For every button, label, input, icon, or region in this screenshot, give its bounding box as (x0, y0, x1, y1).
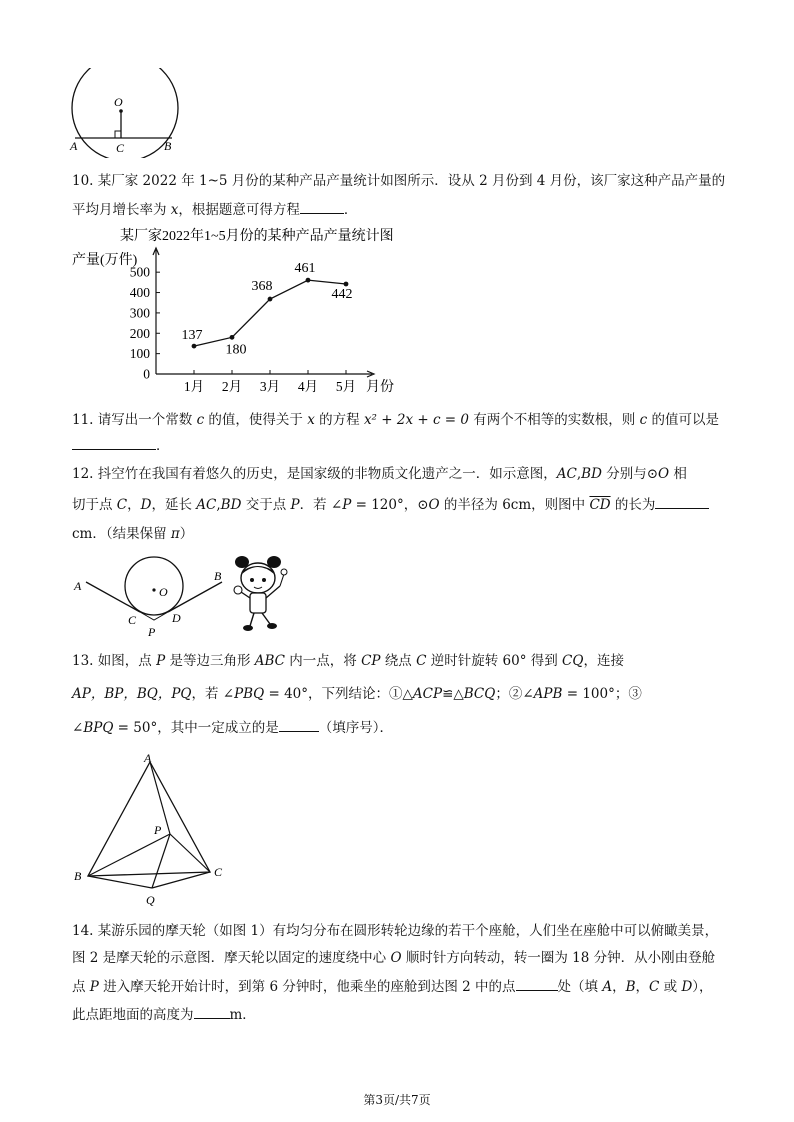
q13-point-c: C (416, 653, 427, 669)
q12-unit: cm (72, 526, 93, 542)
q11-text-end: ． (156, 438, 170, 454)
diabolo-label-b: B (214, 569, 222, 583)
q14-line-1: 14. 某游乐园的摩天轮（如图 1）有均匀分布在圆形转轮边缘的若干个座舱，人们坐在座舱中可以俯瞰美景， (72, 923, 719, 939)
label-b: B (164, 139, 172, 153)
q13-text-h: = 40°，下列结论：①△ (264, 686, 413, 702)
diabolo-label-p: P (148, 625, 156, 639)
q12-line-2 (72, 494, 709, 515)
chart-x-tick-label: 2月 (221, 379, 243, 394)
q11-line-2 (72, 435, 170, 456)
q13-cq: CQ (562, 653, 584, 669)
chart-data-label: 368 (251, 279, 273, 295)
q14-line-4 (72, 1004, 256, 1025)
q13-bpq: BPQ (83, 720, 114, 736)
chart-y-tick-label: 400 (129, 285, 150, 301)
diabolo-label-d: D (172, 611, 181, 625)
circle-o (72, 68, 178, 158)
label-c: C (116, 141, 125, 155)
chart-x-tick-label: 1月 (183, 379, 205, 394)
segment-cp (170, 834, 210, 872)
diabolo-figure (70, 556, 310, 642)
line-ac (86, 582, 140, 612)
q12-sep-2: , (216, 497, 221, 513)
chart-data-point (230, 335, 235, 340)
q12-text-b: 分别与⊙ (601, 466, 659, 482)
q14-opt-b: B (625, 979, 636, 995)
q10-var-x: x (170, 202, 179, 218)
q13-text-l: ∠ (72, 720, 84, 736)
q11-var-x: x (307, 412, 315, 428)
chart-data-point (306, 278, 311, 283)
tri-label-a: A (144, 751, 152, 765)
q12-point-d: D (140, 497, 152, 513)
chart-data-point (344, 282, 349, 287)
q14-text-f: ）， (692, 979, 713, 995)
q12-angle-p: P (342, 497, 352, 513)
chart-y-tick-label: 300 (129, 305, 150, 321)
q12-o: O (658, 466, 670, 482)
cartoon-girl-illustration (234, 556, 287, 631)
q14-answer-blank-2[interactable] (194, 1004, 230, 1019)
right-angle-mark (115, 131, 121, 138)
q12-answer-blank[interactable] (655, 494, 709, 509)
q10-text-a: 平均月增长率为 (72, 202, 171, 218)
circle-figure-top (66, 68, 186, 158)
q13-line-3 (72, 717, 393, 738)
q13-line-2 (72, 684, 642, 704)
q12-text-d: 切于点 (72, 497, 117, 513)
q13-text-c: 内一点，将 (285, 653, 362, 669)
chart-y-tick-label: 200 (129, 325, 150, 341)
q14-text-b: 顺时针方向转动，转一圈为 18 分钟．从小刚由登舱 (401, 950, 716, 966)
q12-ac-2: AC (196, 497, 217, 513)
label-o: O (114, 95, 123, 109)
q14-text-a: 图 2 是摩天轮的示意图．摩天轮以固定的速度绕中心 (72, 950, 391, 966)
point-o-diabolo (152, 588, 155, 591)
chart-x-tick-label: 5月 (335, 379, 357, 394)
q12-text-f: ，延长 (151, 497, 197, 513)
page-footer: 第3页/共7页 (363, 1093, 431, 1107)
q13-text-m: = 50°，其中一定成立的是 (113, 720, 279, 736)
q10-text-end: ． (343, 202, 358, 218)
q12-text-h: ．若 ∠ (299, 497, 343, 513)
q13-text-d: 绕点 (380, 653, 417, 669)
q11-var-c-2: c (639, 412, 648, 428)
q11-text-d: 有两个不相等的实数根，则 (469, 412, 640, 428)
q12-sep: , (576, 466, 582, 482)
q12-text-i: = 120°，⊙ (351, 497, 429, 513)
q14-text-d: 进入摩天轮开始计时，到第 6 分钟时，他乘坐的座舱到达图 2 中的点 (98, 979, 516, 995)
circle-o-diabolo (125, 557, 183, 615)
q14-center-o: O (390, 950, 402, 966)
chart-ylabel: 产量(万件) (72, 253, 138, 268)
q14-sep-1: ， (612, 979, 626, 995)
q13-segments: AP，BP，BQ，PQ (72, 686, 192, 702)
q13-pbq: PBQ (234, 686, 265, 702)
chart-data-point (192, 344, 197, 349)
q12-text-l: ．（结果保留 (92, 526, 171, 542)
q12-text-k: 的长为 (610, 497, 656, 513)
chart-x-tick-label: 3月 (259, 379, 281, 394)
segment-bq (88, 876, 152, 888)
chart-title: 某厂家2022年1~5月份的某种产品产量统计图 (120, 229, 394, 244)
q13-text-a: 13. 如图，点 (72, 653, 157, 669)
q12-line-3 (72, 524, 193, 544)
q13-text-g: ，若 ∠ (191, 686, 235, 702)
q11-text-b: 的值，使得关于 (204, 412, 308, 428)
q13-text-e: 逆时针旋转 60° 得到 (426, 653, 563, 669)
q11-answer-blank[interactable] (72, 435, 156, 450)
q13-bcq: BCQ (463, 686, 496, 702)
chart-y-tick-label: 0 (143, 366, 150, 382)
q13-text-j: ；②∠ (495, 686, 534, 702)
q14-line-3 (72, 976, 713, 997)
q10-line-2 (72, 199, 357, 220)
q12-point-p: P (290, 497, 300, 513)
q14-text-h: m． (229, 1007, 256, 1023)
q12-text-j: 的半径为 6cm，则图中 (439, 497, 590, 513)
q13-apb: APB (533, 686, 563, 702)
q13-text-b: 是等边三角形 (165, 653, 255, 669)
q14-line-2 (72, 948, 715, 968)
chart-xlabel: 月份 (366, 380, 394, 395)
point-o (119, 109, 123, 113)
q12-ac: AC (556, 466, 577, 482)
q13-answer-blank[interactable] (279, 717, 319, 732)
q11-text-c: 的方程 (314, 412, 364, 428)
q14-sep-3: 或 (659, 979, 682, 995)
diabolo-label-a: A (74, 579, 82, 593)
diabolo-label-o: O (159, 585, 168, 599)
diabolo-label-c: C (128, 613, 137, 627)
q14-text-g: 此点距地面的高度为 (72, 1007, 194, 1023)
q12-pi: π (170, 526, 180, 542)
q12-text-a: 12. 抖空竹在我国有着悠久的历史，是国家级的非物质文化遗产之一．如示意图， (72, 466, 557, 482)
q12-o-2: O (428, 497, 440, 513)
q13-text-f: ，连接 (583, 653, 624, 669)
label-a: A (70, 139, 78, 153)
q13-acp: ACP (412, 686, 443, 702)
chart-data-label: 137 (181, 328, 203, 344)
q12-bd: BD (581, 466, 602, 482)
q12-line-1 (72, 464, 687, 484)
tri-label-c: C (214, 865, 223, 879)
q12-point-c: C (116, 497, 128, 513)
q12-text-e: ， (127, 497, 141, 513)
q11-var-c: c (196, 412, 205, 428)
tri-label-b: B (74, 869, 82, 883)
chart-data-label: 461 (294, 261, 316, 277)
chart-x-tick-label: 4月 (297, 379, 319, 394)
q14-opt-c: C (649, 979, 660, 995)
chart-y-tick-label: 500 (129, 264, 150, 280)
q13-text-n: （填序号）． (318, 720, 393, 736)
q12-text-g: 交于点 (241, 497, 291, 513)
q12-arc-cd: $\overline{CD}$ (589, 497, 611, 513)
q14-sep-2: ， (635, 979, 649, 995)
chart-y-tick-label: 100 (129, 346, 150, 362)
q13-abc: ABC (254, 653, 285, 669)
tri-label-p: P (154, 823, 162, 837)
q13-text-k: = 100°；③ (562, 686, 642, 702)
q11-equation: x² + 2x + c = 0 (363, 412, 469, 428)
chart-data-label: 180 (225, 342, 247, 358)
q13-text-i: ≌△ (442, 686, 464, 702)
q14-answer-blank-1[interactable] (516, 976, 558, 991)
q11-line-1 (72, 410, 719, 430)
triangle-figure (70, 748, 240, 910)
line-bd (168, 582, 222, 612)
triangle-abc (88, 762, 210, 876)
q12-text-m: ） (179, 526, 194, 542)
q12-bd-2: BD (220, 497, 242, 513)
q14-opt-a: A (602, 979, 613, 995)
q11-text-a: 11. 请写出一个常数 (72, 412, 197, 428)
q14-text-c: 点 (72, 979, 90, 995)
tri-label-q: Q (146, 893, 155, 907)
q10-answer-blank[interactable] (300, 199, 344, 214)
q12-text-c: 相 (669, 466, 687, 482)
chart-data-label: 442 (331, 286, 353, 302)
q10-text-b: ，根据题意可得方程 (178, 202, 300, 218)
segment-cq (152, 872, 210, 888)
q11-text-e: 的值可以是 (647, 412, 719, 428)
production-line-chart (66, 222, 426, 402)
q13-cp: CP (361, 653, 381, 669)
q14-point-p: P (89, 979, 99, 995)
chart-data-point (268, 297, 273, 302)
q14-text-e: 处（填 (557, 979, 603, 995)
q10-line-1: 10. 某厂家 2022 年 1~5 月份的某种产品产量统计如图所示．设从 2 月份到 4 月份，该厂家这种产品产量的 (72, 173, 726, 189)
q13-line-1 (72, 651, 624, 671)
q13-point-p: P (156, 653, 166, 669)
q14-opt-d: D (681, 979, 693, 995)
